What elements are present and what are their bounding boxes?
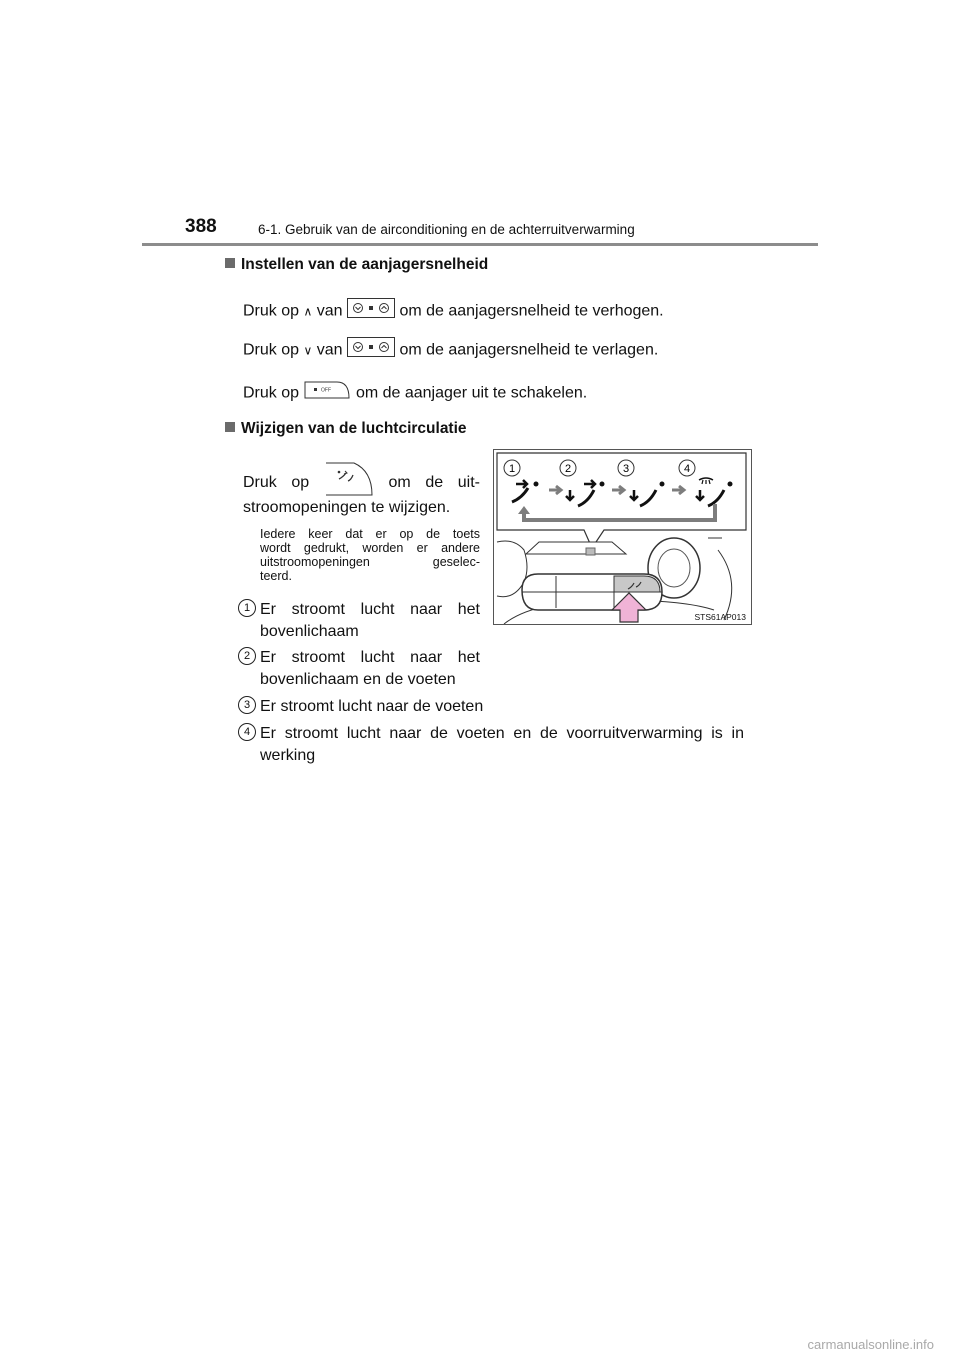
list-item [238, 646, 256, 665]
instruction-fan-off: Druk op OFF om de aanjager uit te schakelen. [243, 380, 587, 407]
list-item-text: bovenlichaam en de voeten [260, 671, 456, 688]
fan-off-button-icon [303, 380, 351, 407]
air-flow-mode-figure [493, 449, 752, 625]
figure-code: STS61AP013 [694, 612, 746, 622]
fan-speed-button-icon [347, 298, 395, 325]
list-item [238, 722, 256, 741]
square-bullet-icon [225, 258, 235, 268]
list-item-text: Er stroomt lucht naar het [260, 649, 480, 666]
air-flow-intro-line2: stroomopeningen te wijzigen. [243, 499, 451, 516]
fan-speed-button-icon [347, 337, 395, 364]
item-number-badge: 4 [238, 723, 256, 741]
up-caret-icon: ∧ [303, 304, 313, 319]
instruction-fan-down: Druk op ∨ van om de aanjagersnelheid te verlagen. [243, 337, 658, 364]
air-outlet-mode-button [614, 576, 660, 592]
section-heading-fan-speed: Instellen van de aanjagersnelheid [225, 256, 488, 274]
list-item-text: bovenlichaam [260, 623, 359, 640]
item-number-badge: 1 [238, 599, 256, 617]
svg-text:4: 4 [683, 463, 691, 475]
item-number-badge: 3 [238, 696, 256, 714]
watermark: carmanualsonline.info [807, 1337, 934, 1352]
list-item [238, 695, 256, 714]
chapter-title: 6-1. Gebruik van de airconditioning en de achterruitverwarming [258, 222, 635, 237]
section-heading-air-flow: Wijzigen van de luchtcirculatie [225, 420, 467, 438]
air-flow-intro-line1: Druk op om de uit- [243, 461, 480, 504]
header-rule [142, 243, 818, 246]
list-item-text: Er stroomt lucht naar het [260, 601, 480, 618]
svg-text:2: 2 [564, 463, 572, 475]
air-flow-note: Iedere keer dat er op de toets wordt gedrukt, worden er andere uitstroomopeningen geselec- teerd. [260, 527, 480, 583]
square-bullet-icon [225, 422, 235, 432]
down-caret-icon: ∨ [303, 343, 313, 358]
item-number-badge: 2 [238, 647, 256, 665]
list-item-text: Er stroomt lucht naar de voeten [260, 698, 484, 715]
svg-text:1: 1 [508, 463, 516, 475]
svg-text:OFF: OFF [321, 387, 332, 394]
instruction-fan-up: Druk op ∧ van om de aanjagersnelheid te verhogen. [243, 298, 664, 325]
page-number: 388 [185, 216, 217, 237]
list-item-text: Er stroomt lucht naar de voeten en de voorruitverwarming is in [260, 725, 744, 742]
svg-text:3: 3 [622, 463, 630, 475]
list-item-text: werking [260, 747, 316, 764]
list-item [238, 598, 256, 617]
figure-illustration [494, 450, 751, 624]
